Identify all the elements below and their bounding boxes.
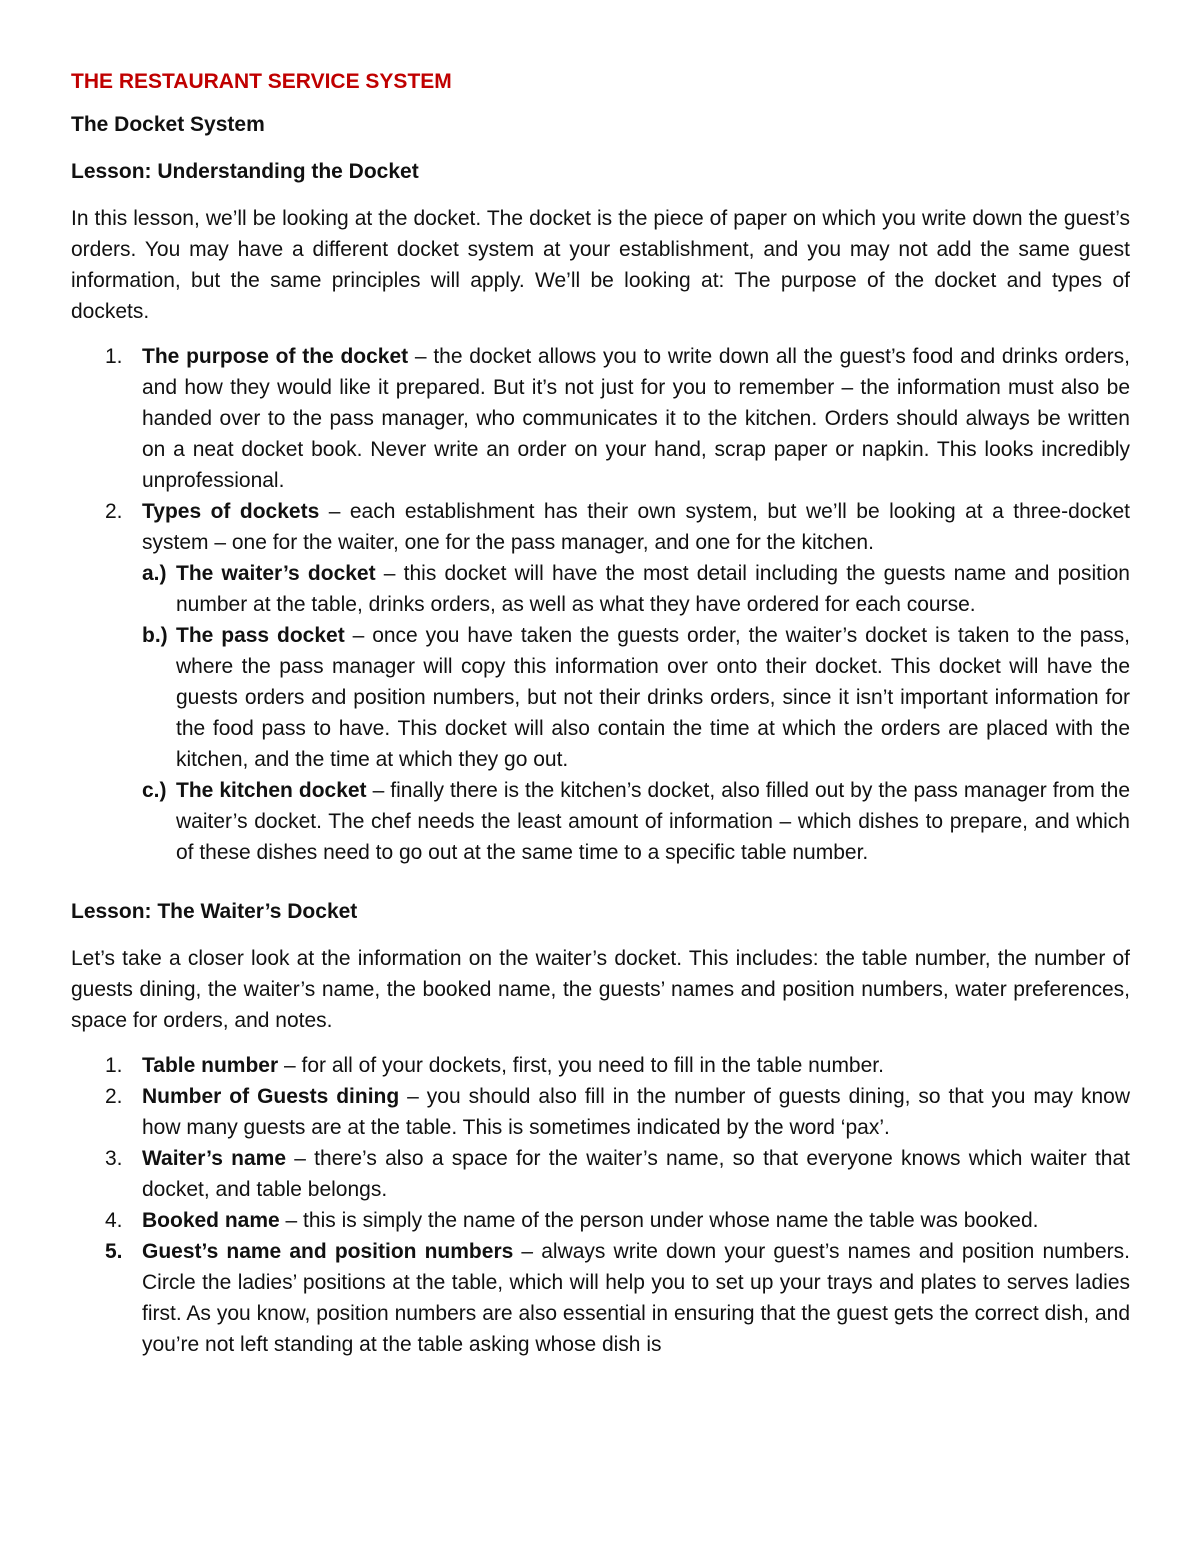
lesson2-list — [71, 1050, 1130, 1360]
item-term: Types of dockets — [142, 500, 320, 523]
item-term: Guest’s name and position numbers — [142, 1240, 514, 1263]
section-spacer — [71, 868, 1130, 896]
sublist-marker: a.) — [142, 562, 167, 585]
item-term: Table number — [142, 1054, 279, 1077]
list-marker: 4. — [105, 1209, 123, 1232]
list-marker: 2. — [105, 500, 123, 523]
document-title: THE RESTAURANT SERVICE SYSTEM — [71, 70, 452, 93]
item-text: – there’s also a space for the waiter’s name, so that everyone knows which waiter that docket, and table belongs. — [142, 1147, 1130, 1201]
list-marker: 2. — [105, 1085, 123, 1108]
sublist-item — [142, 775, 1130, 868]
list-marker: 1. — [105, 1054, 123, 1077]
document-page — [71, 66, 1130, 1360]
item-text: – you should also fill in the number of guests dining, so that you may know how many guests are at the table. This is sometimes indicated by the word ‘pax’. — [142, 1085, 1130, 1139]
item-term: The kitchen docket — [176, 779, 367, 802]
item-text: – each establishment has their own system, but we’ll be looking at a three-docket system – one for the waiter, one for the pass manager, and one for the kitchen. — [142, 500, 1130, 554]
list-item — [71, 1236, 1130, 1360]
section-heading: The Docket System — [71, 113, 265, 136]
list-item — [71, 496, 1130, 868]
item-term: The waiter’s docket — [176, 562, 376, 585]
sublist-marker: b.) — [142, 624, 168, 647]
sublist-item — [142, 620, 1130, 775]
list-item — [71, 341, 1130, 496]
sublist-item — [142, 558, 1130, 620]
list-marker: 3. — [105, 1147, 123, 1170]
lesson1-heading: Lesson: Understanding the Docket — [71, 160, 419, 183]
list-item — [71, 1050, 1130, 1081]
lesson2-heading: Lesson: The Waiter’s Docket — [71, 900, 358, 923]
item-term: The purpose of the docket — [142, 345, 409, 368]
item-text: – this docket will have the most detail including the guests name and position number at the table, drinks orders, as well as what they have ordered for each course. — [176, 562, 1130, 616]
list-item — [71, 1143, 1130, 1205]
docket-types-sublist — [142, 558, 1130, 868]
item-text: – this is simply the name of the person under whose name the table was booked. — [279, 1209, 1039, 1232]
lesson2-intro: Let’s take a closer look at the information on the waiter’s docket. This includes: the table number, the number of guests dining, the waiter’s name, the booked name, the guests’ names and position numbers, water preferences, space for orders, and notes. — [71, 947, 1130, 1032]
item-text: – for all of your dockets, first, you need to fill in the table number. — [278, 1054, 884, 1077]
item-text: – the docket allows you to write down all the guest’s food and drinks orders, and how they would like it prepared. But it’s not just for you to remember – the information must also be handed over to the pass manager, who communicates it to the kitchen. Orders should always be written on a neat docket book. Never write an order on your hand, scrap paper or napkin. This looks incredibly unprofessional. — [142, 345, 1130, 492]
item-text: – always write down your guest’s names and position numbers. Circle the ladies’ positions at the table, which will help you to set up your trays and plates to serves ladies first. As you know, position numbers are also essential in ensuring that the guest gets the correct dish, and you’re not left standing at the table asking whose dish is — [142, 1240, 1130, 1356]
item-term: The pass docket — [176, 624, 345, 647]
item-text: – finally there is the kitchen’s docket, also filled out by the pass manager from the waiter’s docket. The chef needs the least amount of information – which dishes to prepare, and which of these dishes need to go out at the same time to a specific table number. — [176, 779, 1130, 864]
lesson1-list — [71, 341, 1130, 868]
list-item — [71, 1205, 1130, 1236]
item-term: Number of Guests dining — [142, 1085, 400, 1108]
sublist-marker: c.) — [142, 779, 167, 802]
item-term: Waiter’s name — [142, 1147, 287, 1170]
item-text: – once you have taken the guests order, the waiter’s docket is taken to the pass, where the pass manager will copy this information over onto their docket. This docket will have the guests orders and position numbers, but not their drinks orders, since it isn’t important information for the food pass to have. This docket will also contain the time at which the orders are placed with the kitchen, and the time at which they go out. — [176, 624, 1130, 771]
list-item — [71, 1081, 1130, 1143]
list-marker: 5. — [105, 1240, 123, 1263]
item-term: Booked name — [142, 1209, 280, 1232]
list-marker: 1. — [105, 345, 123, 368]
lesson1-intro: In this lesson, we’ll be looking at the docket. The docket is the piece of paper on which you write down the guest’s orders. You may have a different docket system at your establishment, and you may not add the same guest information, but the same principles will apply. We’ll be looking at: The purpose of the docket and types of dockets. — [71, 207, 1130, 323]
